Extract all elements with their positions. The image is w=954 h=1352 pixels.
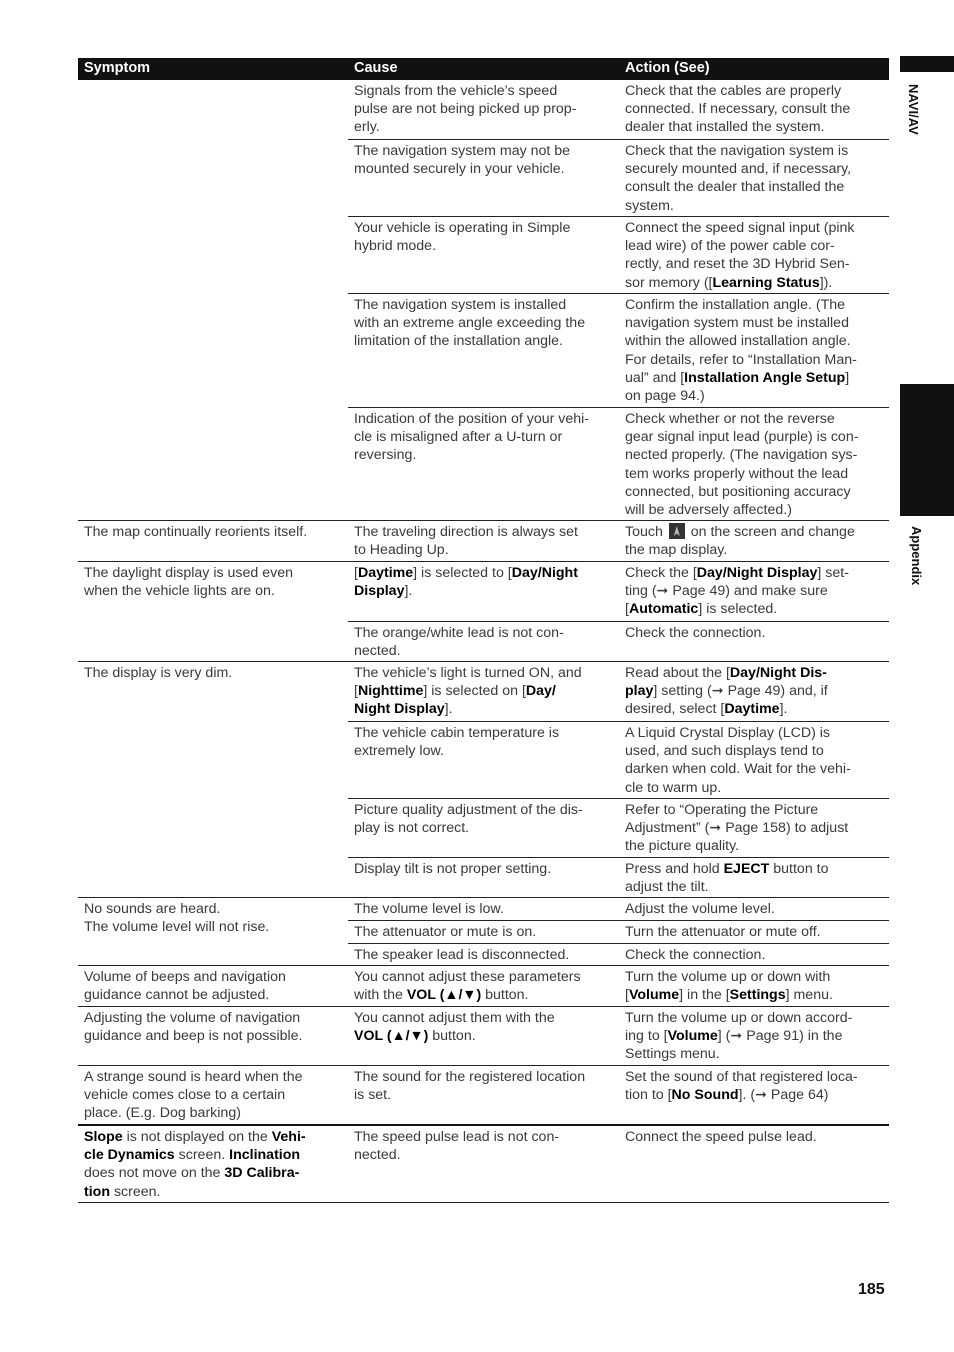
action-cell: A Liquid Crystal Display (LCD) is used, and such displays tend to darken when cold. Wait for the vehi- cle to warm up.: [625, 725, 851, 796]
table-row: [78, 661, 889, 896]
cause-cell: The traveling direction is always set to Heading Up.: [354, 524, 578, 559]
navi-av-label: NAVI/AV: [906, 84, 921, 135]
action-cell: Set the sound of that registered loca- tion to [No Sound]. (➞ Page 64): [625, 1069, 858, 1104]
cause-cell: [Daytime] is selected to [Day/Night Display].: [354, 565, 578, 600]
sub-row: [348, 621, 889, 660]
cause-cell: Display tilt is not proper setting.: [354, 861, 552, 877]
cause-cell: You cannot adjust these parameters with the VOL (▲/▼) button.: [354, 969, 581, 1004]
action-cell: Check the connection.: [625, 625, 766, 641]
table-row: [78, 1006, 889, 1063]
sub-row: [348, 293, 889, 405]
action-cell: Turn the volume up or down with [Volume] in the [Settings] menu.: [625, 969, 833, 1004]
cause-cell: The vehicle cabin temperature is extremely low.: [354, 725, 560, 760]
symptom-cell: A strange sound is heard when the vehicle comes close to a certain place. (E.g. Dog barking): [84, 1069, 303, 1122]
sub-row: [348, 139, 889, 214]
action-cell: Confirm the installation angle. (The navigation system must be installed within the allowed installation angle. For details, refer to “Installation Man- ual” and [Installation Angle Setup] on page 94.): [625, 297, 857, 405]
action-cell: Turn the volume up or down accord- ing to [Volume] (➞ Page 91) in the Settings menu.: [625, 1010, 853, 1063]
appendix-tab: [900, 384, 954, 516]
table-row: [78, 1124, 889, 1200]
action-cell: Check whether or not the reverse gear signal input lead (purple) is con- nected properly. (The navigation sys- tem works properly without the lead connected, but positioning accuracy will be adversely affected.): [625, 411, 859, 519]
cause-cell: You cannot adjust them with the VOL (▲/▼) button.: [354, 1010, 555, 1045]
symptom-cell: The daylight display is used even when the vehicle lights are on.: [84, 565, 293, 600]
table-row: [78, 897, 889, 963]
table-row: [78, 1065, 889, 1122]
table-header: [78, 58, 889, 80]
symptom-cell: No sounds are heard. The volume level will not rise.: [84, 901, 270, 936]
sub-row: [348, 216, 889, 291]
header-cause: Cause: [354, 60, 398, 76]
sub-row: [348, 943, 889, 963]
cause-cell: Indication of the position of your vehi- cle is misaligned after a U-turn or reversing.: [354, 411, 590, 464]
sub-row: [348, 798, 889, 855]
cause-cell: The vehicle’s light is turned ON, and [Nighttime] is selected on [Day/ Night Display].: [354, 665, 582, 718]
action-cell: Turn the attenuator or mute off.: [625, 924, 821, 940]
symptom-cell: The display is very dim.: [84, 665, 233, 681]
table-row: [78, 561, 889, 660]
cause-cell: Picture quality adjustment of the dis- play is not correct.: [354, 802, 583, 837]
cause-cell: The speaker lead is disconnected.: [354, 947, 570, 963]
cause-cell: The orange/white lead is not con- nected.: [354, 625, 564, 660]
table-row: [78, 965, 889, 1004]
action-cell: Connect the speed signal input (pink lead wire) of the power cable cor- rectly, and reset the 3D Hybrid Sen- sor memory ([Learning Status]).: [625, 220, 855, 291]
cause-cell: The attenuator or mute is on.: [354, 924, 537, 940]
cause-cell: Your vehicle is operating in Simple hybrid mode.: [354, 220, 571, 255]
sub-row: [348, 721, 889, 796]
page-number: 185: [858, 1281, 885, 1298]
symptom-cell: Slope is not displayed on the Vehi- cle Dynamics screen. Inclination does not move on the 3D Calibra- tion screen.: [84, 1129, 306, 1200]
symptom-cell: The map continually reorients itself.: [84, 524, 308, 540]
symptom-cell: Adjusting the volume of navigation guidance and beep is not possible.: [84, 1010, 303, 1045]
map-orientation-icon: [669, 523, 685, 539]
sub-row: [348, 857, 889, 896]
cause-cell: The navigation system may not be mounted securely in your vehicle.: [354, 143, 571, 178]
table-bottom-rule: [78, 1202, 889, 1203]
action-cell: Check that the cables are properly connected. If necessary, consult the dealer that installed the system.: [625, 83, 851, 136]
action-cell: Connect the speed pulse lead.: [625, 1129, 817, 1145]
navi-av-tab: [900, 56, 954, 72]
action-cell: Refer to “Operating the Picture Adjustment” (➞ Page 158) to adjust the picture quality.: [625, 802, 849, 855]
cause-cell: The navigation system is installed with an extreme angle exceeding the limitation of the installation angle.: [354, 297, 586, 350]
action-cell: Check the connection.: [625, 947, 766, 963]
header-symptom: Symptom: [84, 60, 151, 76]
action-cell: Check the [Day/Night Display] set- ting (➞ Page 49) and make sure [Automatic] is selected.: [625, 565, 849, 618]
cause-cell: Signals from the vehicle’s speed pulse are not being picked up prop- erly.: [354, 83, 577, 136]
action-cell: Touch on the screen and change the map display.: [625, 524, 855, 559]
cause-cell: The volume level is low.: [354, 901, 504, 917]
cause-cell: The sound for the registered location is set.: [354, 1069, 586, 1104]
cause-cell: The speed pulse lead is not con- nected.: [354, 1129, 560, 1164]
action-cell: Adjust the volume level.: [625, 901, 775, 917]
header-action: Action (See): [625, 60, 710, 76]
table-row: [78, 520, 889, 559]
appendix-label: Appendix: [909, 526, 924, 586]
action-cell: Read about the [Day/Night Dis- play] setting (➞ Page 49) and, if desired, select [Daytime].: [625, 665, 828, 718]
action-cell: Press and hold EJECT button to adjust the tilt.: [625, 861, 829, 896]
sub-row: [348, 407, 889, 519]
symptom-cell: Volume of beeps and navigation guidance cannot be adjusted.: [84, 969, 286, 1004]
action-cell: Check that the navigation system is securely mounted and, if necessary, consult the dealer that installed the system.: [625, 143, 852, 214]
sub-row: [348, 920, 889, 940]
